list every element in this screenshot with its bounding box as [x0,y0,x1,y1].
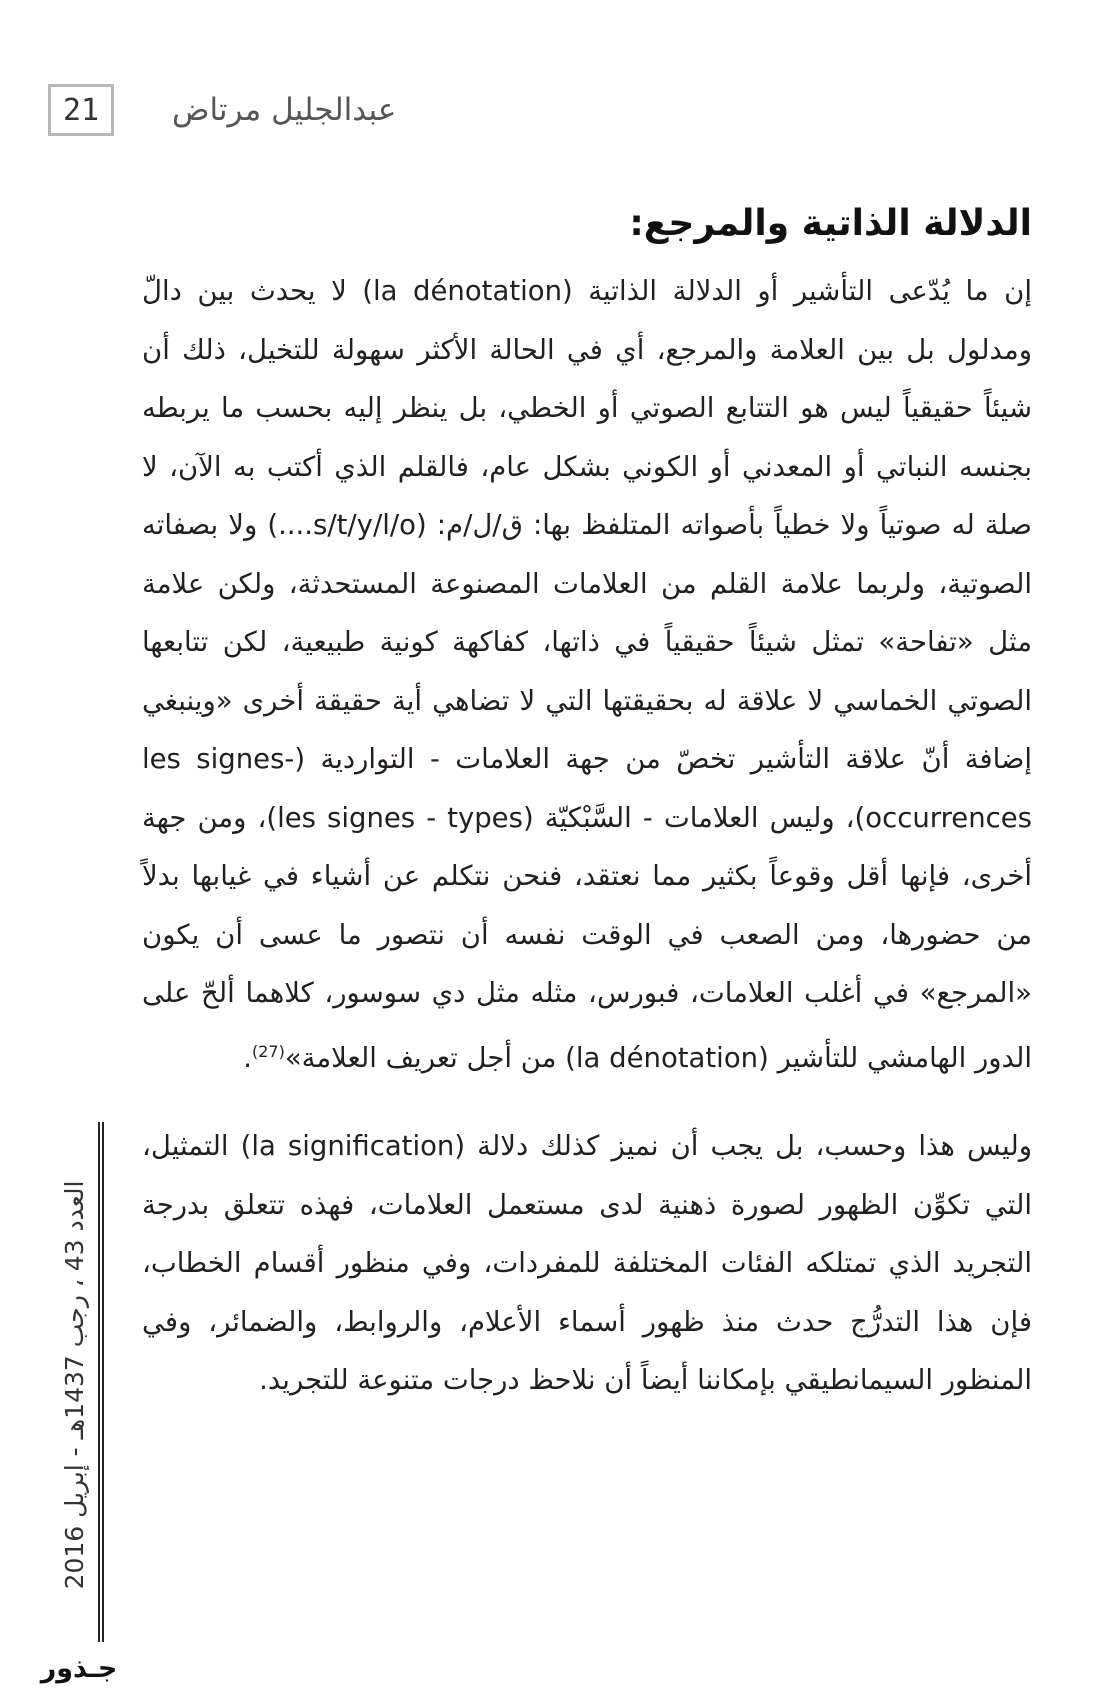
article-body [142,198,1032,1410]
author-name: عبدالجليل مرتاض [172,92,397,128]
paragraph-end: . [243,1041,252,1074]
section-heading: الدلالة الذاتية والمرجع: [629,203,1032,244]
journal-logo: جـذور [40,1652,118,1684]
paragraph: وليس هذا وحسب، بل يجب أن نميز كذلك دلالة (la signification) التمثيل، التي تكوِّن الظهور لصورة ذهنية لدى مستعمل العلامات، فهذه تتعلق بدرجة التجريد الذي تمتلكه الفئات المختلفة للمفردات، وفي منظور أقسام الخطاب، فإن هذا التدرُّج حدث منذ ظهور أسماء الأعلام، والروابط، والضمائر، وفي المنظور السيمانطيقي بإمكاننا أيضاً أن نلاحظ درجات متنوعة للتجريد. [142,1130,1032,1397]
paragraph [142,262,1032,1087]
page-number: 21 [48,84,114,136]
sidebar-rule [98,1122,100,1642]
issue-info: العدد 43 ، رجب 1437هـ - إبريل 2016 [59,1180,89,1590]
footnote-ref: (27) [252,1041,285,1061]
sidebar-rule [102,1122,104,1642]
paragraph-text: إن ما يُدّعى التأشير أو الدلالة الذاتية (la dénotation) لا يحدث بين دالّ ومدلول بل بين العلامة والمرجع، أي في الحالة الأكثر سهولة للتخيل، ذلك أن شيئاً حقيقياً ليس هو التتابع الصوتي أو الخطي، بل ينظر إليه بحسب ما يربطه بجنسه النباتي أو المعدني أو الكوني بشكل عام، فالقلم الذي أكتب به الآن، لا صلة له صوتياً ولا خطياً بأصواته المتلفظ بها: ق/ل/م: (s/t/y/l/o....) ولا بصفاته الصوتية، ولربما علامة القلم من العلامات المصنوعة المستحدثة، ولكن علامة مثل «تفاحة» تمثل شيئاً حقيقياً في ذاتها، كفاكهة كونية طبيعية، لكن تتابعها الصوتي الخماسي لا علاقة له بحقيقتها التي لا تضاهي أية حقيقة أخرى «وينبغي إضافة أنّ علاقة التأشير تخصّ من جهة العلامات - التواردية (les signes-occurrences)، وليس العلامات - السَّبْكيّة (les signes - types)، ومن جهة أخرى، فإنها أقل وقوعاً بكثير مما نعتقد، فنحن نتكلم عن أشياء في غيابها بدلاً من حضورها، ومن الصعب في الوقت نفسه أن نتصور ما عسى أن يكون «المرجع» في أغلب العلامات، فبورس، مثله مثل دي سوسور، كلاهما ألحّ على الدور الهامشي للتأشير (la dénotation) من أجل تعريف العلامة» [142,275,1032,1074]
